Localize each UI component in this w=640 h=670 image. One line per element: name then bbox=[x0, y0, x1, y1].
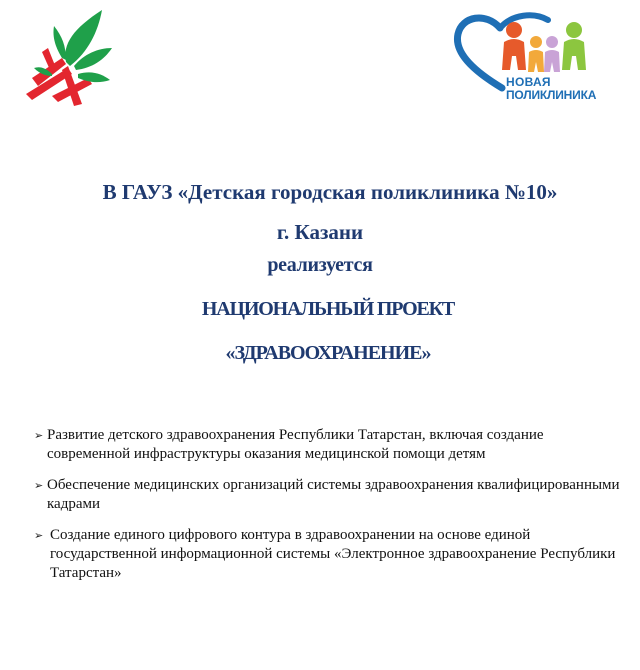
list-item-text: Обеспечение медицинских организаций системы здравоохранения квалифицированными кадрами bbox=[47, 477, 620, 512]
list-item-text: Создание единого цифрового контура в здравоохранении на основе единой государственной информационной системы «Электронное здравоохранение Республики Татарстан» bbox=[50, 527, 616, 581]
list-item-text: Развитие детского здравоохранения Республики Татарстан, включая создание современной инфраструктуры оказания медицинской помощи детям bbox=[47, 427, 544, 462]
list-item bbox=[34, 476, 624, 514]
brand-line-1: НОВАЯ bbox=[506, 75, 551, 89]
arrow-bullet-icon: ➢ bbox=[34, 529, 44, 542]
new-polyclinic-logo bbox=[452, 8, 620, 113]
brand-line-2: ПОЛИКЛИНИКА bbox=[506, 88, 597, 102]
brand-name bbox=[506, 76, 596, 102]
headline-implements: реализуется bbox=[267, 254, 373, 276]
arrow-bullet-icon: ➢ bbox=[34, 429, 44, 442]
arrow-bullet-icon: ➢ bbox=[34, 479, 44, 492]
project-goals-list bbox=[34, 426, 624, 595]
list-item bbox=[34, 526, 624, 583]
headline-healthcare: «ЗДРАВООХРАНЕНИЕ» bbox=[225, 342, 431, 364]
headline-national-project: НАЦИОНАЛЬНЫЙ ПРОЕКТ bbox=[201, 298, 455, 320]
headline-organization: В ГАУЗ «Детская городская поликлиника №10» bbox=[102, 180, 558, 204]
tatarstan-logo-icon bbox=[22, 8, 114, 108]
headline-city: г. Казани bbox=[276, 220, 364, 244]
list-item bbox=[34, 426, 624, 464]
